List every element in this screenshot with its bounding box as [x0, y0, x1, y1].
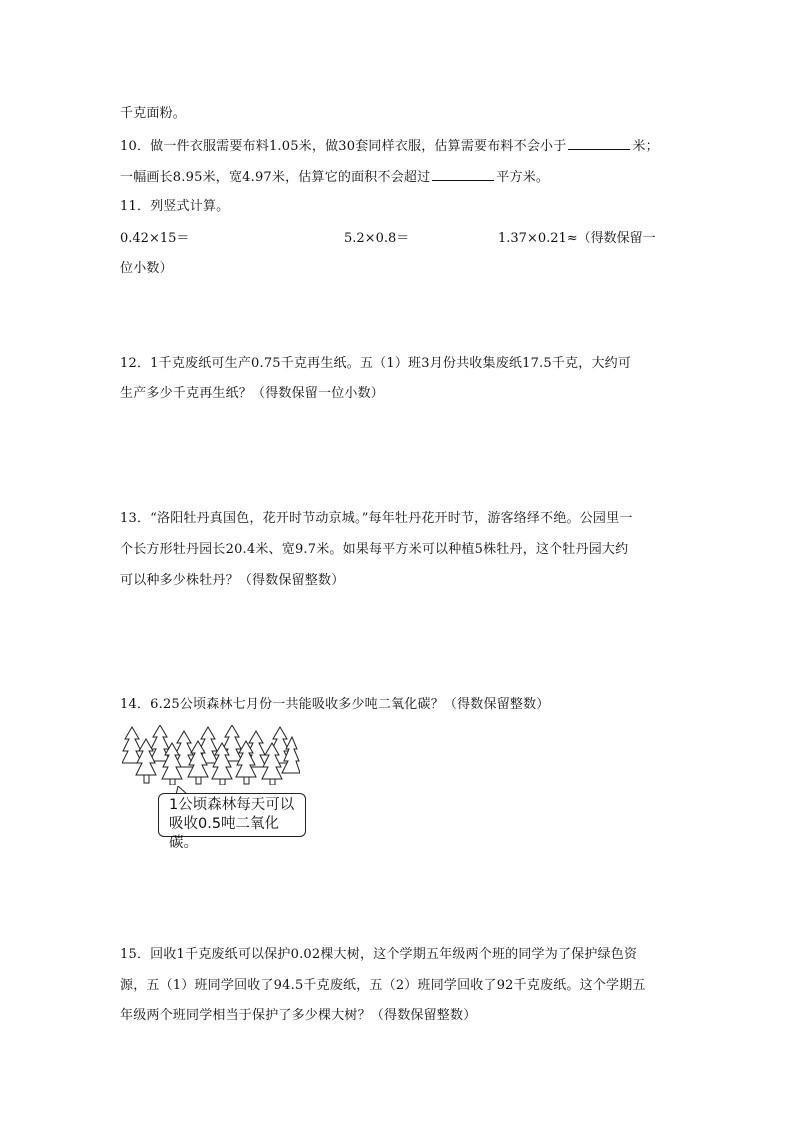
question-13-line-1: 13．“洛阳牡丹真国色，花开时节动京城。”每年牡丹花开时节，游客络绎不绝。公园里一 — [120, 511, 633, 526]
question-10-line-1 — [120, 137, 659, 155]
question-15-line-3: 年级两个班同学相当于保护了多少棵大树？（得数保留整数） — [120, 1008, 477, 1023]
bubble-line-1: 1公顷森林每天可以 — [169, 797, 295, 813]
question-14-text: 14．6.25公顷森林七月份一共能吸收多少吨二氧化碳？（得数保留整数） — [120, 697, 550, 712]
forest-illustration — [122, 725, 300, 785]
question-11-title: 11．列竖式计算。 — [120, 199, 230, 214]
question-12-line-2: 生产多少千克再生纸？（得数保留一位小数） — [120, 386, 385, 401]
question-10-line-2 — [120, 168, 549, 186]
question-10-text-b: 一幅画长8.95米，宽4.97米，估算它的面积不会超过 — [120, 170, 431, 185]
speech-bubble — [158, 793, 306, 851]
calc-item-3: 1.37×0.21≈（得数保留一 — [498, 231, 656, 246]
calc-item-2: 5.2×0.8＝ — [344, 231, 410, 246]
continued-text: 千克面粉。 — [120, 106, 187, 121]
question-10-unit-a: 米； — [632, 139, 659, 154]
calc-item-3-continued: 位小数） — [120, 261, 173, 276]
bubble-line-2: 吸收0.5吨二氧化碳。 — [169, 816, 280, 851]
question-15-line-2: 源，五（1）班同学回收了94.5千克废纸，五（2）班同学回收了92千克废纸。这个学期五 — [120, 978, 646, 993]
answer-blank-10b[interactable] — [432, 168, 494, 181]
question-12-line-1: 12．1千克废纸可生产0.75千克再生纸。五（1）班3月份共收集废纸17.5千克，大约可 — [120, 356, 632, 371]
question-13-line-2: 个长方形牡丹园长20.4米、宽9.7米。如果每平方米可以种植5株牡丹，这个牡丹园大约 — [120, 542, 629, 557]
question-15-line-1: 15．回收1千克废纸可以保护0.02棵大树，这个学期五年级两个班的同学为了保护绿色资 — [120, 947, 638, 962]
calc-item-1: 0.42×15＝ — [120, 231, 190, 246]
question-10-unit-b: 平方米。 — [496, 170, 550, 185]
question-10-text-a: 10．做一件衣服需要布料1.05米，做30套同样衣服，估算需要布料不会小于 — [120, 139, 567, 154]
answer-blank-10a[interactable] — [568, 137, 630, 150]
question-13-line-3: 可以种多少株牡丹？（得数保留整数） — [120, 573, 345, 588]
